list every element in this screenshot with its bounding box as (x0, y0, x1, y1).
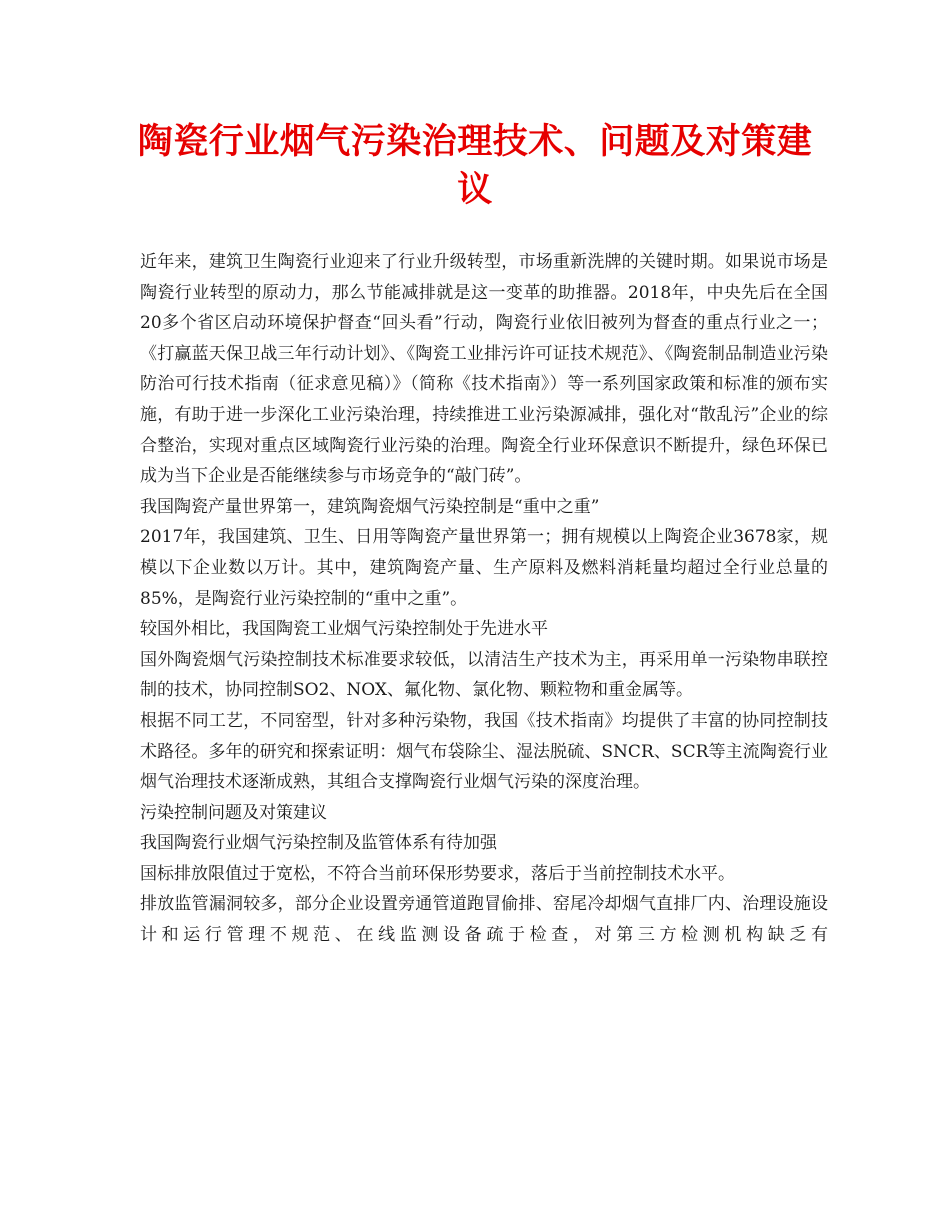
production-paragraph: 2017年，我国建筑、卫生、日用等陶瓷产量世界第一；拥有规模以上陶瓷企业3678家，规模以下企业数以万计。其中，建筑陶瓷产量、生产原料及燃料消耗量均超过全行业总量的85%，是陶瓷行业污染控制的“重中之重”。 (140, 527, 828, 609)
supervision-loophole-paragraph: 排放监管漏洞较多，部分企业设置旁通管道跑冒偷排、窑尾冷却烟气直排厂内、治理设施设计和运行管理不规范、在线监测设备疏于检查，对第三方检测机构缺乏有 (140, 894, 828, 946)
section-heading-production: 我国陶瓷产量世界第一，建筑陶瓷烟气污染控制是“重中之重” (140, 496, 600, 517)
document-body (140, 247, 828, 951)
intro-paragraph: 近年来，建筑卫生陶瓷行业迎来了行业升级转型，市场重新洗牌的关键时期。如果说市场是陶瓷行业转型的原动力，那么节能减排就是这一变革的助推器。2018年，中央先后在全国20多个省区启动环境保护督查“回头看”行动，陶瓷行业依旧被列为督查的重点行业之一；《打赢蓝天保卫战三年行动计划》、《陶瓷工业排污许可证技术规范》、《陶瓷制品制造业污染防治可行技术指南（征求意见稿）》（简称《技术指南》）等一系列国家政策和标准的颁布实施，有助于进一步深化工业污染治理，持续推进工业污染源减排，强化对“散乱污”企业的综合整治，实现对重点区域陶瓷行业污染的治理。陶瓷全行业环保意识不断提升，绿色环保已成为当下企业是否能继续参与市场竞争的“敲门砖”。 (140, 252, 828, 487)
section-heading-comparison: 较国外相比，我国陶瓷工业烟气污染控制处于先进水平 (140, 619, 548, 640)
document-title: 陶瓷行业烟气污染治理技术、问题及对策建议 (137, 121, 813, 210)
emission-limit-paragraph: 国标排放限值过于宽松，不符合当前环保形势要求，落后于当前控制技术水平。 (140, 863, 735, 884)
section-heading-problems: 污染控制问题及对策建议 (140, 802, 327, 823)
domestic-technology-paragraph: 根据不同工艺，不同窑型，针对多种污染物，我国《技术指南》均提供了丰富的协同控制技术路径。多年的研究和探索证明：烟气布袋除尘、湿法脱硫、SNCR、SCR等主流陶瓷行业烟气治理技术逐渐成熟，其组合支撑陶瓷行业烟气污染的深度治理。 (140, 710, 828, 793)
subsection-heading-supervision: 我国陶瓷行业烟气污染控制及监管体系有待加强 (140, 833, 497, 854)
foreign-technology-paragraph: 国外陶瓷烟气污染控制技术标准要求较低，以清洁生产技术为主，再采用单一污染物串联控制的技术，协同控制SO2、NOX、氟化物、氯化物、颗粒物和重金属等。 (140, 649, 828, 701)
